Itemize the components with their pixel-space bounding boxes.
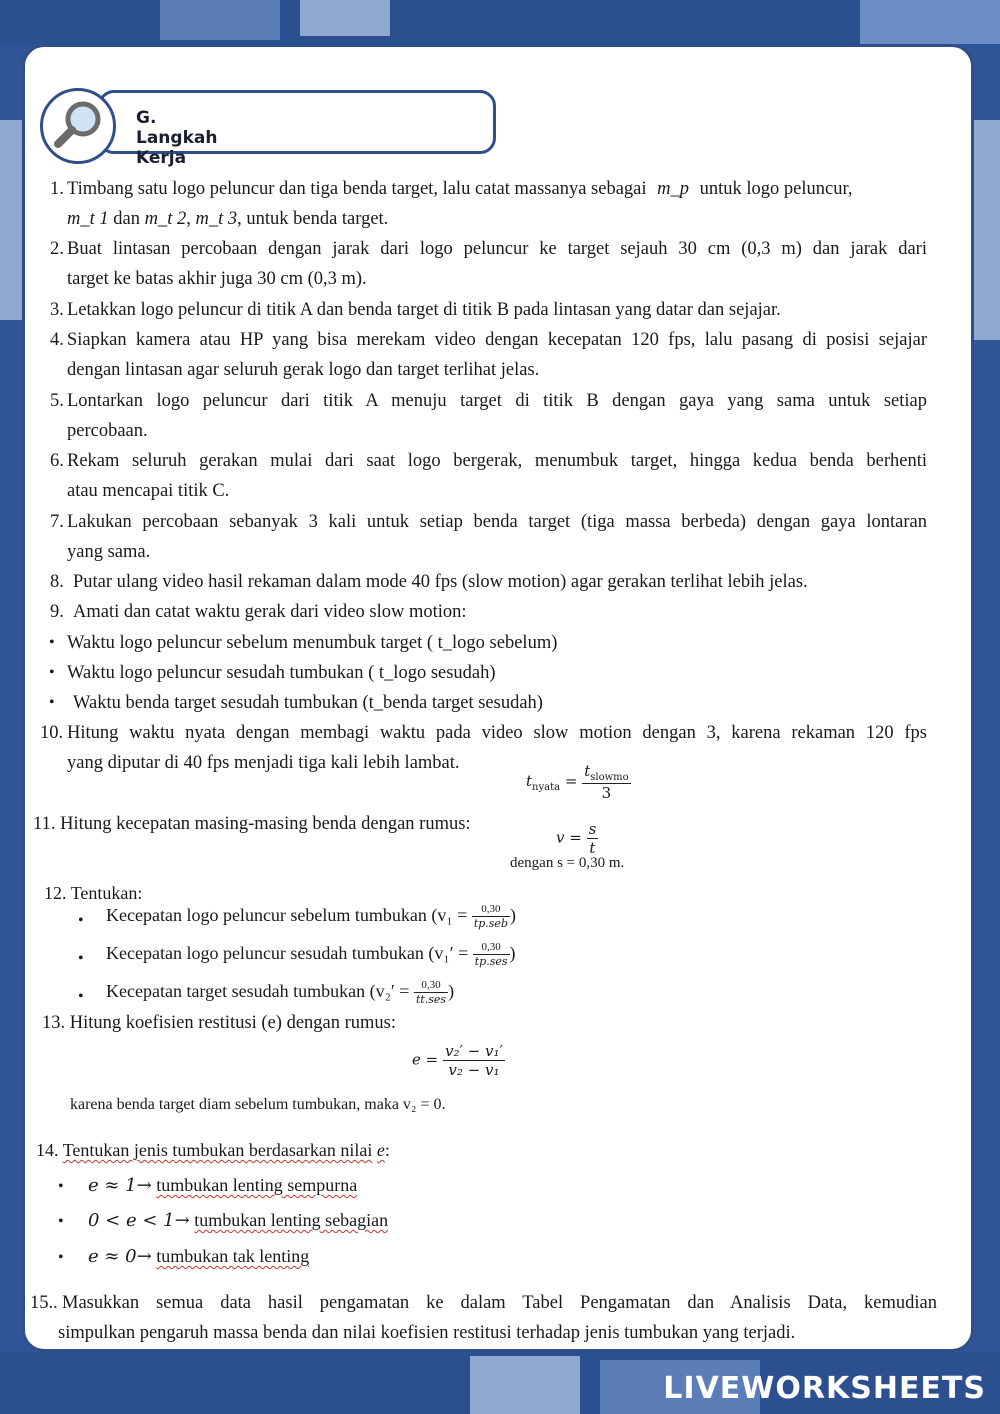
liveworksheets-logo: LIVEWORKSHEETS bbox=[663, 1371, 986, 1406]
step-12-bullet-2: Kecepatan logo peluncur sesudah tumbukan (v₁′ = $\frac{0,30}{\text{tp.ses}}$ ) bbox=[106, 941, 516, 969]
step-14-bullet-1: e ≈ 1→ tumbukan lenting sempurna bbox=[88, 1175, 358, 1196]
step-9-bullet-2: Waktu logo peluncur sesudah tumbukan ( t_logo sesudah) bbox=[67, 663, 496, 683]
step-number: 6. bbox=[50, 451, 64, 471]
bullet-dot: • bbox=[58, 1178, 64, 1195]
magnifier-icon bbox=[43, 91, 113, 161]
step-15-line-2: simpulkan pengaruh massa benda dan nilai koefisien restitusi terhadap jenis tumbukan yang terjadi. bbox=[58, 1323, 796, 1343]
step-1-line-1 bbox=[67, 174, 927, 204]
step-15-line-1: Masukkan semua data hasil pengamatan ke dalam Tabel Pengamatan dan Analisis Data, kemudian bbox=[62, 1293, 937, 1313]
step-5-line-2: percobaan. bbox=[67, 421, 148, 441]
bg-shape-left bbox=[0, 120, 22, 320]
bg-shape-top-mid bbox=[160, 0, 280, 40]
step-9-bullet-3: Waktu benda target sesudah tumbukan (t_benda target sesudah) bbox=[73, 693, 543, 713]
mass-target-3: m_t 3 bbox=[195, 209, 238, 229]
fraction: $\frac{0,30}{\text{tt.ses}}$ bbox=[415, 979, 447, 1007]
bg-shape-bottom-light bbox=[470, 1356, 580, 1414]
formula-velocity: v = $\frac{s}{t}$ bbox=[556, 820, 597, 857]
bullet-dot: • bbox=[58, 1213, 64, 1230]
step-number: 7. bbox=[50, 512, 64, 532]
step-6-line-1: Rekam seluruh gerakan mulai dari saat logo bergerak, menumbuk target, hingga kedua benda berhenti bbox=[67, 451, 927, 471]
step-number: 15.. bbox=[30, 1293, 58, 1313]
step-2-line-2: target ke batas akhir juga 30 cm (0,3 m). bbox=[67, 269, 367, 289]
bullet-dot: • bbox=[49, 634, 55, 651]
bg-shape-right bbox=[974, 120, 1000, 340]
section-title: G. Langkah Kerja bbox=[136, 108, 218, 168]
bullet-dot: • bbox=[78, 950, 84, 967]
fraction bbox=[582, 762, 630, 802]
fraction: $\frac{0,30}{\text{tp.ses}}$ bbox=[474, 941, 508, 969]
step-number: 3. bbox=[50, 300, 64, 320]
step-13-note: karena benda target diam sebelum tumbukan, maka v₂ = 0. bbox=[70, 1096, 446, 1113]
step-number: 2. bbox=[50, 239, 64, 259]
fraction: $\frac{s}{t}$ bbox=[588, 820, 597, 857]
step-12-text: Tentukan: bbox=[70, 883, 143, 903]
bullet-dot: • bbox=[58, 1249, 64, 1266]
step-1-text-b: untuk logo peluncur, bbox=[699, 179, 853, 199]
step-number: 14. bbox=[36, 1140, 59, 1160]
step-14-bullet-2: 0 < e < 1→ tumbukan lenting sebagian bbox=[88, 1210, 389, 1231]
numerator: $t_{slowmo}$ bbox=[584, 762, 629, 783]
step-number: 5. bbox=[50, 391, 64, 411]
step-14-text: Tentukan jenis tumbukan berdasarkan nilai bbox=[62, 1140, 373, 1160]
mass-launcher-symbol: m_p bbox=[657, 179, 690, 199]
bg-shape-top bbox=[0, 0, 1000, 44]
step-number: 8. bbox=[50, 572, 64, 592]
bg-shape-top-light bbox=[300, 0, 390, 36]
step-1-line-2: m_t 1 dan m_t 2, m_t 3, untuk benda target. bbox=[67, 209, 389, 229]
t-nyata-sub: nyata bbox=[532, 782, 561, 793]
step-7-line-1: Lakukan percobaan sebanyak 3 kali untuk setiap benda target (tiga massa berbeda) dengan gaya lontaran bbox=[67, 512, 927, 532]
step-2-line-1: Buat lintasan percobaan dengan jarak dari logo peluncur ke target sejauh 30 cm (0,3 m) dan jarak dari bbox=[67, 239, 927, 259]
step-14-bullet-3: e ≈ 0→ tumbukan tak lenting bbox=[88, 1246, 310, 1267]
mass-target-1: m_t 1 bbox=[67, 209, 109, 229]
formula-t-nyata bbox=[526, 762, 631, 802]
mass-target-2: m_t 2 bbox=[144, 209, 187, 229]
step-number: 4. bbox=[50, 330, 64, 350]
step-9-bullet-1: Waktu logo peluncur sebelum menumbuk target ( t_logo sebelum) bbox=[67, 633, 558, 653]
bullet-dot: • bbox=[49, 694, 55, 711]
formula-restitution: e = $\frac{\text{v₂′ − v₁′}}{\text{v₂ − v₁}}$ bbox=[412, 1042, 503, 1079]
step-11-line-1 bbox=[33, 809, 471, 839]
step-9-line-1: Amati dan catat waktu gerak dari video slow motion: bbox=[73, 602, 467, 622]
bullet-dot: • bbox=[78, 912, 84, 929]
equals: = bbox=[564, 772, 578, 790]
fraction: $\frac{\text{v₂′ − v₁′}}{\text{v₂ − v₁}}$ bbox=[445, 1042, 503, 1079]
step-5-line-1: Lontarkan logo peluncur dari titik A menuju target di titik B dengan gaya yang sama untuk setiap bbox=[67, 391, 927, 411]
header-icon-circle bbox=[40, 88, 116, 164]
step-7-line-2: yang sama. bbox=[67, 542, 151, 562]
denominator: 3 bbox=[601, 784, 612, 802]
step-10-line-2: yang diputar di 40 fps menjadi tiga kali lebih lambat. bbox=[67, 753, 460, 773]
step-13-line-1 bbox=[42, 1008, 396, 1038]
step-4-line-1: Siapkan kamera atau HP yang bisa merekam video dengan kecepatan 120 fps, lalu pasang di posisi sejajar bbox=[67, 330, 927, 350]
e-symbol: e bbox=[376, 1140, 385, 1160]
step-number: 1. bbox=[50, 179, 64, 199]
bg-shape-top-right bbox=[860, 0, 1000, 44]
step-4-line-2: dengan lintasan agar seluruh gerak logo dan target terlihat jelas. bbox=[67, 360, 540, 380]
step-13-text: Hitung koefisien restitusi (e) dengan rumus: bbox=[69, 1013, 397, 1033]
step-8-line-1: Putar ulang video hasil rekaman dalam mode 40 fps (slow motion) agar gerakan terlihat lebih jelas. bbox=[73, 572, 808, 592]
step-12-bullet-3: Kecepatan target sesudah tumbukan (v₂′ = $\frac{0,30}{\text{tt.ses}}$ ) bbox=[106, 979, 455, 1007]
conj-dan: dan bbox=[113, 209, 140, 229]
step-number: 9. bbox=[50, 602, 64, 622]
step-3-line-1: Letakkan logo peluncur di titik A dan benda target di titik B pada lintasan yang datar dan sejajar. bbox=[67, 300, 781, 320]
step-12-bullet-1: Kecepatan logo peluncur sebelum tumbukan (v₁ = $\frac{0,30}{\text{tp.seb}}$ ) bbox=[106, 903, 516, 931]
formula-note: dengan s = 0,30 m. bbox=[510, 855, 625, 871]
step-number: 13. bbox=[42, 1013, 66, 1033]
step-6-line-2: atau mencapai titik C. bbox=[67, 481, 230, 501]
step-number: 10. bbox=[40, 723, 64, 743]
fraction: $\frac{0,30}{\text{tp.seb}}$ bbox=[473, 903, 508, 931]
step-14-line-1: 14. Tentukan jenis tumbukan berdasarkan nilai e: bbox=[36, 1140, 390, 1160]
step-11-text: Hitung kecepatan masing-masing benda dengan rumus: bbox=[60, 814, 471, 834]
step-1-text: Timbang satu logo peluncur dan tiga benda target, lalu catat massanya sebagai bbox=[67, 179, 647, 199]
t-symbol: t bbox=[526, 772, 533, 790]
step-number: 11. bbox=[33, 814, 56, 834]
bullet-dot: • bbox=[49, 664, 55, 681]
bullet-dot: • bbox=[78, 988, 84, 1005]
step-1-text-end: , untuk benda target. bbox=[237, 209, 389, 229]
step-number: 12. bbox=[44, 883, 67, 903]
step-10-line-1: Hitung waktu nyata dengan membagi waktu pada video slow motion dengan 3, karena rekaman 120 fps bbox=[67, 723, 927, 743]
